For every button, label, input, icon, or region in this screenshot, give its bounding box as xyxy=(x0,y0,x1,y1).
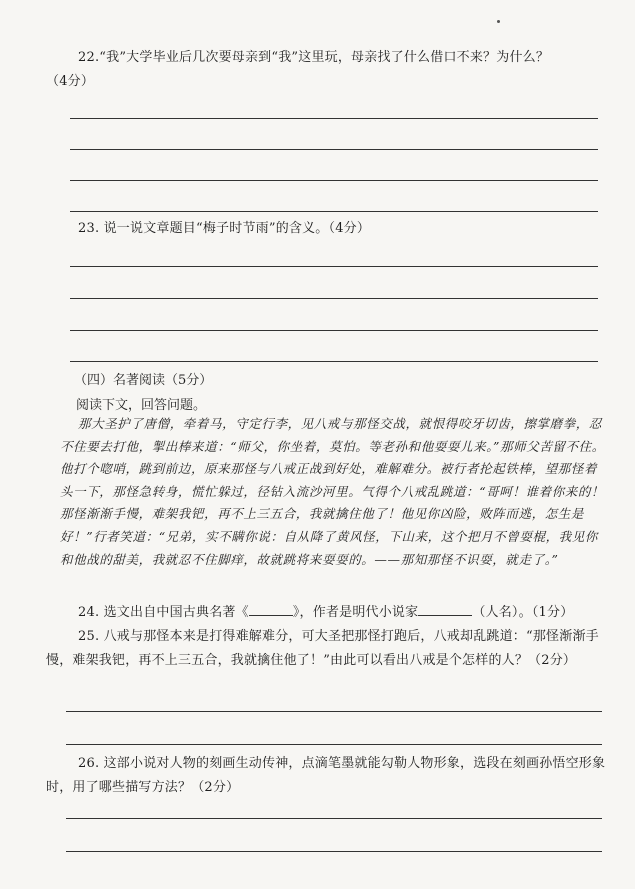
answer-line[interactable] xyxy=(70,180,598,181)
question-24 xyxy=(78,601,608,625)
answer-line[interactable] xyxy=(70,298,598,299)
answer-line[interactable] xyxy=(70,266,598,267)
question-26 xyxy=(46,752,608,800)
answer-line[interactable] xyxy=(70,361,598,362)
question-22-score xyxy=(46,70,631,94)
question-22-score-text: （4分） xyxy=(46,74,95,89)
section-title: （四）名著阅读（5分） xyxy=(74,373,213,388)
question-24-part3: （人名）。（1分） xyxy=(472,605,574,620)
question-22-text: 22.“我”大学毕业后几次要母亲到“我”这里玩，母亲找了什么借口不来？为什么？ xyxy=(78,50,550,65)
scan-dot xyxy=(497,20,500,23)
answer-line[interactable] xyxy=(66,711,602,712)
answer-line[interactable] xyxy=(70,118,598,119)
question-24-part1: 24. 选文出自中国古典名著《 xyxy=(78,605,249,620)
question-22 xyxy=(78,46,608,70)
section-instruction: 阅读下文，回答问题。 xyxy=(76,398,207,413)
question-23-text: 23. 说一说文章题目“梅子时节雨”的含义。（4分） xyxy=(78,221,371,236)
question-25-text: 25. 八戒与那怪本来是打得难解难分，可大圣把那怪打跑后，八戒却乱跳道：“那怪渐渐手慢，难架我钯，再不上三五合，我就擒住他了！”由此可以看出八戒是个怎样的人？（2分） xyxy=(46,629,599,668)
reading-passage xyxy=(60,413,608,571)
question-26-text: 26. 这部小说对人物的刻画生动传神，点滴笔墨就能勾勒人物形象，选段在刻画孙悟空形象时，用了哪些描写方法？（2分） xyxy=(46,756,606,795)
question-24-part2: 》，作者是明代小说家 xyxy=(292,605,419,620)
book-title-blank[interactable] xyxy=(249,615,293,616)
answer-line[interactable] xyxy=(70,211,598,212)
question-23 xyxy=(78,217,635,241)
reading-passage-text: 那大圣护了唐僧，牵着马，守定行李，见八戒与那怪交战，就恨得咬牙切齿，擦掌磨拳，忍不住要去打他，掣出棒来道：“师父，你坐着，莫怕。等老孙和他耍耍儿来。”那师父苦留不住。他打个唿哨，跳到前边，原来那怪与八戒正战到好处，难解难分。被行者抡起铁棒，望那怪着头一下，那怪急转身，慌忙躲过，径钻入流沙河里。气得个八戒乱跳道：“哥呵！谁着你来的！那怪渐渐手慢，难架我钯，再不上三五合，我就擒住他了！他见你凶险，败阵而逃，怎生是好！”行者笑道：“兄弟，实不瞒你说：自从降了黄风怪，下山来，这个把月不曾耍棍，我见你和他战的甜美，我就忍不住脚痒，故就跳将来耍耍的。——那知那怪不识耍，就走了。” xyxy=(60,416,605,567)
answer-line[interactable] xyxy=(70,149,598,150)
answer-line[interactable] xyxy=(66,744,602,745)
question-25 xyxy=(46,625,608,673)
answer-line[interactable] xyxy=(66,851,602,852)
answer-line[interactable] xyxy=(66,818,602,819)
author-name-blank[interactable] xyxy=(418,615,472,616)
answer-line[interactable] xyxy=(70,330,598,331)
